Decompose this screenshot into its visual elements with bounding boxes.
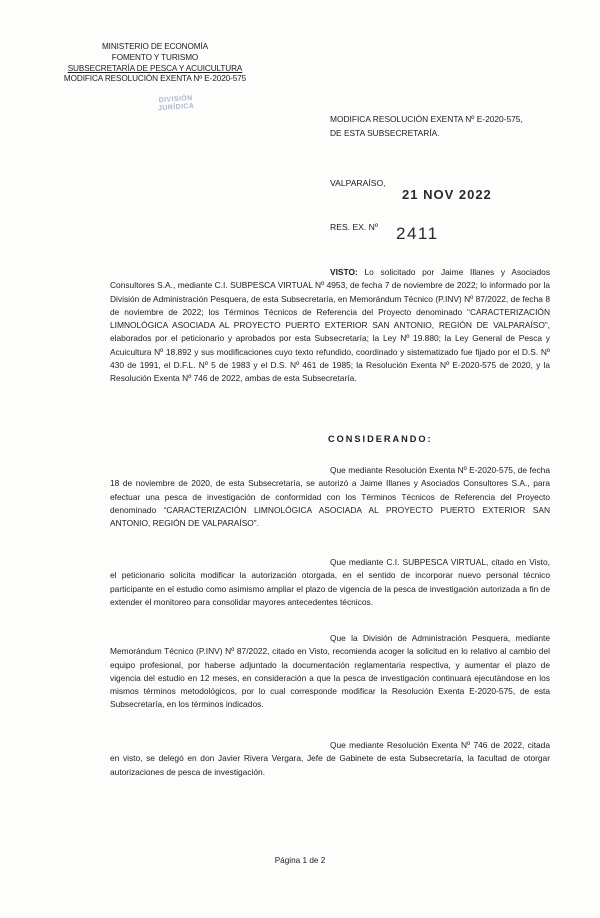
letterhead-subject: MODIFICA RESOLUCIÓN EXENTA Nº E-2020-575 (63, 74, 247, 84)
visto-section (110, 266, 550, 386)
visto-text: Lo solicitado por Jaime Illanes y Asociados Consultores S.A., mediante C.I. SUBPESCA VIRTUAL Nº 4953, de fecha 7 de noviembre de 2022; lo informado por la División de Administración Pesquera, de esta Subsecretaría, en Memorándum Técnico (P.INV) Nº 87/2022, de fecha 8 de noviembre de 2022; los Términos Técnicos de Referencia del Proyecto denominado “CARACTERIZACIÓN LIMNOLÓGICA ASOCIADA AL PROYECTO PUERTO EXTERIOR SAN ANTONIO, REGIÓN DE VALPARAÍSO”, elaborados por el peticionario y aprobados por esta Subsecretaría; la Ley Nº 19.880; la Ley General de Pesca y Acuicultura Nº 18.892 y sus modificaciones cuyo texto refundido, coordinado y sistematizado fue fijado por el D.S. Nº 430 de 1991, el D.F.L. Nº 5 de 1983 y el D.S. Nº 461 de 1985; la Resolución Exenta Nº E-2020-575 de 2020, y la Resolución Exenta Nº 746 de 2022, ambas de esta Subsecretaría. (110, 267, 551, 384)
stamp-line-2: JURÍDICA (157, 102, 195, 113)
reference-line-2: DE ESTA SUBSECRETARÍA. (330, 127, 440, 138)
page-number: Página 1 de 2 (274, 856, 326, 865)
reference-line-1: MODIFICA RESOLUCIÓN EXENTA Nº E-2020-575, (330, 114, 523, 124)
considerando-title: CONSIDERANDO: (328, 434, 433, 444)
letterhead (60, 42, 250, 85)
stamp-line-1: DIVISIÓN (158, 94, 193, 105)
considerando-1 (110, 464, 550, 530)
considerando-2 (110, 556, 550, 609)
reference-block (330, 113, 523, 140)
date-stamp: 21 NOV 2022 (402, 187, 492, 202)
considerando-3 (110, 632, 550, 712)
visto-lead: VISTO: (330, 267, 358, 277)
paragraph: Que mediante Resolución Exenta Nº 746 de 2022, citada en visto, se delegó en don Javier Rivera Vergara, Jefe de Gabinete de esta Subsecretaría, la facultad de otorgar autorizaciones de pesca de investigación. (110, 740, 550, 777)
letterhead-subsecretaria: SUBSECRETARÍA DE PESCA Y ACUICULTURA (67, 63, 243, 73)
considerando-4 (110, 739, 550, 779)
letterhead-sector: FOMENTO Y TURISMO (111, 52, 199, 62)
paragraph: Que mediante C.I. SUBPESCA VIRTUAL, citado en Visto, el peticionario solicita modificar la autorización otorgada, en el sentido de incorporar nuevo personal técnico participante en el estudio como asimismo ampliar el plazo de vigencia de la pesca de investigación autorizada a fin de extender el monitoreo para consolidar mayores antecedentes técnicos. (110, 557, 550, 607)
city: VALPARAÍSO, (330, 178, 386, 188)
res-ex-label: RES. EX. Nº (330, 222, 379, 232)
paragraph: Que la División de Administración Pesquera, mediante Memorándum Técnico (P.INV) Nº 87/2022, citado en Visto, recomienda acoger la solicitud en lo relativo al cambio del equipo profesional, por haberse adjuntado la documentación reglamentaria respectiva, y aumentar el plazo de vigencia del estudio en 12 meses, en consideración a que la pesca de investigación continuará ejecutándose en los mismos términos metodológicos, por lo cual corresponde modificar la Resolución Exenta E-2020-575, de esta Subsecretaría, en los términos indicados. (110, 633, 550, 710)
division-juridica-stamp (150, 94, 203, 114)
letterhead-ministry: MINISTERIO DE ECONOMÍA (101, 42, 209, 51)
res-ex-number: 2411 (396, 224, 439, 243)
paragraph: Que mediante Resolución Exenta Nº E-2020-575, de fecha 18 de noviembre de 2020, de esta Subsecretaría, se autorizó a Jaime Illanes y Asociados Consultores S.A., para efectuar una pesca de investigación de conformidad con los Términos Técnicos de Referencia del Proyecto denominado “CARACTERIZACIÓN LIMNOLÓGICA ASOCIADA AL PROYECTO PUERTO EXTERIOR SAN ANTONIO, REGIÓN DE VALPARAÍSO”. (110, 465, 550, 529)
